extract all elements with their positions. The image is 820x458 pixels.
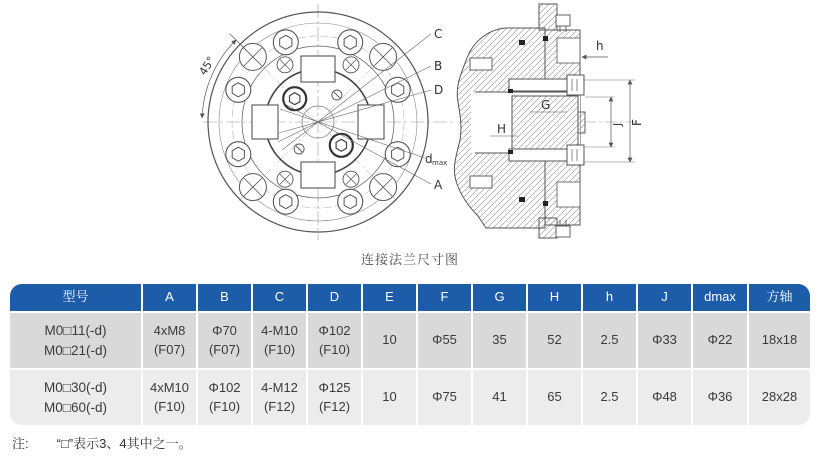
header-model: 型号 bbox=[10, 284, 143, 311]
label-h-step: h bbox=[596, 39, 604, 53]
cell-e: 10 bbox=[363, 311, 418, 368]
label-f: F bbox=[630, 119, 644, 126]
header-h-cap: H bbox=[528, 284, 583, 311]
value-line: (F10) bbox=[208, 398, 241, 414]
cell-c bbox=[253, 368, 308, 425]
cell-a bbox=[143, 311, 198, 368]
front-view-geometry bbox=[203, 4, 453, 240]
label-dmax-sub: max bbox=[432, 159, 448, 167]
value-line: Φ102 bbox=[318, 322, 351, 338]
value-line: 4xM8 bbox=[153, 322, 186, 338]
side-view-geometry bbox=[454, 4, 637, 238]
label-d: D bbox=[434, 83, 444, 97]
label-c: C bbox=[434, 27, 443, 41]
cell-square-shaft: 18x18 bbox=[749, 311, 810, 368]
label-j: J bbox=[611, 122, 624, 126]
cell-d bbox=[308, 311, 363, 368]
footnote-text: “□”表示3、4其中之一。 bbox=[56, 436, 192, 451]
value-line: (F10) bbox=[153, 398, 186, 414]
cell-dmax: Φ22 bbox=[693, 311, 749, 368]
value-line: (F10) bbox=[318, 341, 351, 357]
cell-h-low: 2.5 bbox=[583, 368, 638, 425]
cell-c bbox=[253, 311, 308, 368]
footnote bbox=[12, 433, 192, 452]
side-dimension-f bbox=[583, 80, 644, 162]
label-g: G bbox=[541, 98, 551, 112]
header-a: A bbox=[143, 284, 198, 311]
header-f: F bbox=[418, 284, 473, 311]
header-d: D bbox=[308, 284, 363, 311]
value-line: Φ102 bbox=[208, 379, 241, 395]
flange-technical-drawing bbox=[175, 0, 655, 248]
flange-spec-table bbox=[10, 284, 810, 425]
model-line: M0□11(-d) bbox=[44, 322, 107, 338]
cell-h-cap: 52 bbox=[528, 311, 583, 368]
cell-e: 10 bbox=[363, 368, 418, 425]
cell-b bbox=[198, 368, 253, 425]
value-line: Φ125 bbox=[318, 379, 351, 395]
cell-dmax: Φ36 bbox=[693, 368, 749, 425]
value-line: 4xM10 bbox=[149, 379, 190, 395]
header-g: G bbox=[473, 284, 528, 311]
cell-f: Φ75 bbox=[418, 368, 473, 425]
table-header-row bbox=[10, 284, 810, 311]
value-line: (F12) bbox=[263, 398, 296, 414]
label-h-depth: H bbox=[497, 122, 507, 136]
label-b: B bbox=[434, 59, 443, 73]
value-line: Φ70 bbox=[212, 322, 237, 338]
model-line: M0□21(-d) bbox=[44, 342, 107, 358]
header-dmax: dmax bbox=[693, 284, 749, 311]
table-row bbox=[10, 311, 810, 368]
cell-j: Φ33 bbox=[638, 311, 693, 368]
cell-f: Φ55 bbox=[418, 311, 473, 368]
header-e: E bbox=[363, 284, 418, 311]
front-angle-dimension bbox=[197, 34, 248, 118]
model-line: M0□60(-d) bbox=[44, 399, 107, 415]
drawing-caption: 连接法兰尺寸图 bbox=[360, 252, 459, 267]
cell-model bbox=[10, 311, 143, 368]
header-square-shaft: 方轴 bbox=[749, 284, 810, 311]
value-line: 4-M10 bbox=[261, 322, 298, 338]
value-line: (F10) bbox=[263, 341, 296, 357]
side-dimension-h bbox=[582, 39, 608, 57]
cell-square-shaft: 28x28 bbox=[749, 368, 810, 425]
value-line: (F12) bbox=[318, 398, 351, 414]
cell-h-cap: 65 bbox=[528, 368, 583, 425]
label-a: A bbox=[434, 178, 443, 192]
angle-45-label: 45° bbox=[196, 54, 218, 78]
header-h-low: h bbox=[583, 284, 638, 311]
cell-g: 35 bbox=[473, 311, 528, 368]
value-line: (F07) bbox=[153, 341, 186, 357]
footnote-prefix: 注: bbox=[12, 436, 29, 451]
value-line: 4-M12 bbox=[261, 379, 298, 395]
value-line: (F07) bbox=[208, 341, 241, 357]
cell-d bbox=[308, 368, 363, 425]
header-j: J bbox=[638, 284, 693, 311]
table-row bbox=[10, 368, 810, 425]
cell-model bbox=[10, 368, 143, 425]
cell-h-low: 2.5 bbox=[583, 311, 638, 368]
header-b: B bbox=[198, 284, 253, 311]
cell-g: 41 bbox=[473, 368, 528, 425]
cell-b bbox=[198, 311, 253, 368]
cell-j: Φ48 bbox=[638, 368, 693, 425]
cell-a bbox=[143, 368, 198, 425]
model-line: M0□30(-d) bbox=[44, 379, 107, 395]
label-dmax-base: d bbox=[425, 152, 433, 166]
header-c: C bbox=[253, 284, 308, 311]
